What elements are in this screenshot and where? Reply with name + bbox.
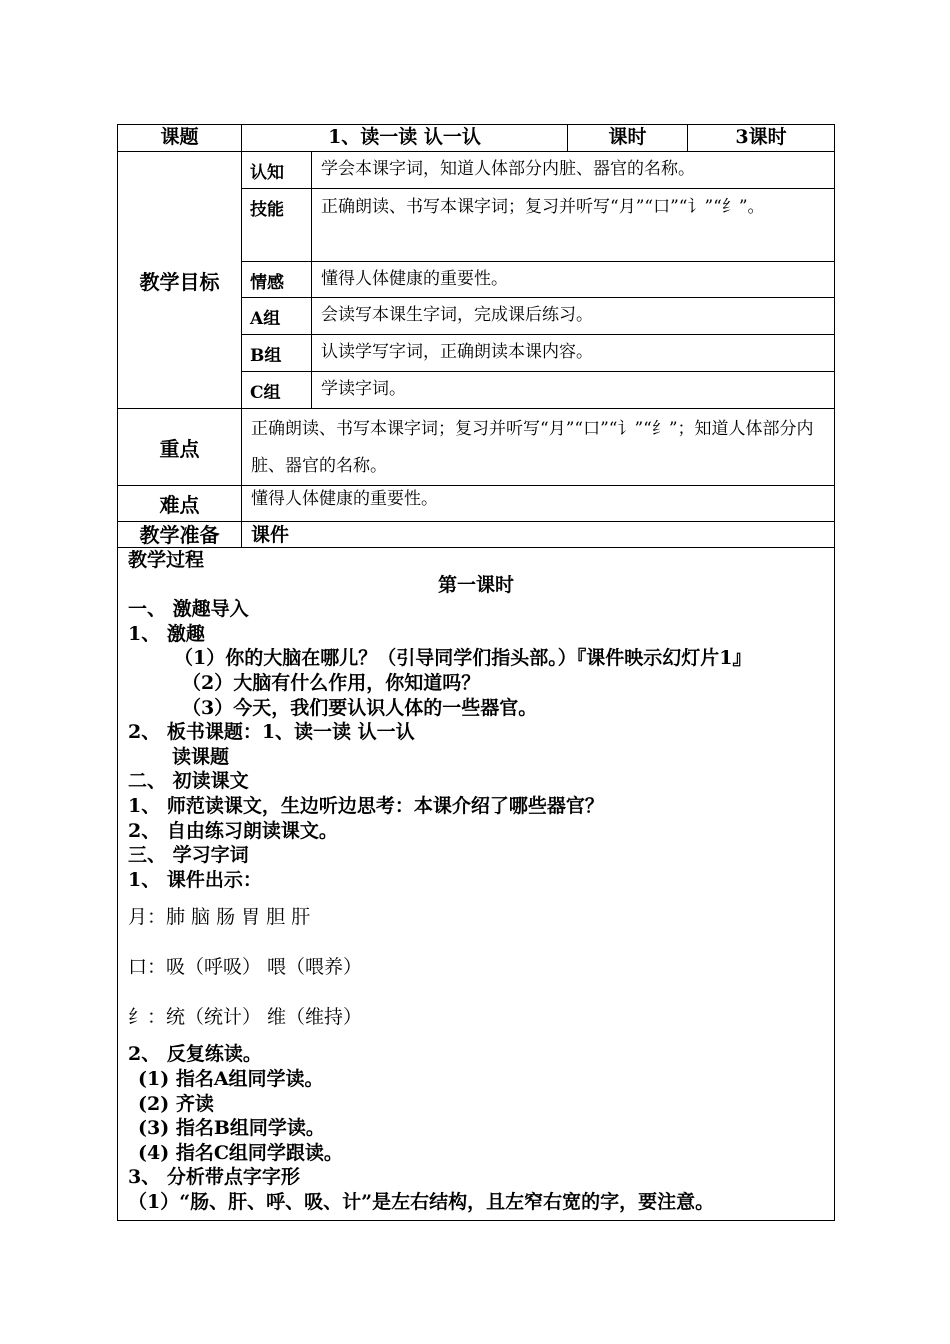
- process-line: 2、 板书课题：1、读一读 认一认: [128, 721, 415, 744]
- difficulty-label: 难点: [118, 486, 242, 522]
- hours-label: 课时: [568, 125, 688, 152]
- word-items: 肺 脑 肠 胃 胆 肝: [166, 906, 311, 929]
- process-line: 一、 激趣导入: [128, 598, 249, 621]
- word-items: 统（统计） 维（维持）: [166, 1006, 363, 1029]
- process-line: 2、 反复练读。: [128, 1043, 262, 1066]
- process-line: （3）今天，我们要认识人体的一些器官。: [182, 696, 538, 719]
- lesson-plan: [117, 124, 834, 1221]
- topic-title: 1、读一读 认一认: [242, 125, 568, 152]
- goal-text: 会读写本课生字词，完成课后练习。: [312, 298, 835, 335]
- goal-key: 认知: [242, 152, 312, 189]
- word-radical: 纟：: [128, 1006, 167, 1029]
- process-row: [118, 548, 835, 1221]
- lesson-plan-table: [117, 124, 835, 1221]
- difficulty-row: [118, 486, 835, 522]
- process-line: (2) 齐读: [138, 1092, 214, 1115]
- prep-text: 课件: [242, 522, 835, 548]
- process-line: 1、 课件出示：: [128, 868, 262, 891]
- process-cell: [118, 548, 835, 1221]
- goal-key: C组: [242, 372, 312, 409]
- goal-key: 技能: [242, 189, 312, 262]
- process-line: 三、 学习字词: [128, 844, 249, 867]
- goal-key: 情感: [242, 262, 312, 298]
- process-line: 3、 分析带点字字形: [128, 1166, 300, 1189]
- header-row: [118, 125, 835, 152]
- process-line: （1）“肠、肝、呼、吸、计”是左右结构，且左窄右宽的字，要注意。: [128, 1190, 715, 1213]
- goal-text: 学读字词。: [312, 372, 835, 409]
- goals-label: 教学目标: [118, 152, 242, 409]
- process-line: 二、 初读课文: [128, 770, 249, 793]
- process-line: (1) 指名A组同学读。: [138, 1067, 324, 1090]
- process-line: （2）大脑有什么作用，你知道吗？: [182, 671, 481, 694]
- goal-key: A组: [242, 298, 312, 335]
- lesson-heading: 第一课时: [437, 573, 514, 596]
- key-row: [118, 409, 835, 486]
- prep-row: [118, 522, 835, 548]
- word-items: 吸（呼吸） 喂（喂养）: [166, 956, 363, 979]
- goal-text: 正确朗读、书写本课字词；复习并听写“月”“口”“讠”“纟”。: [312, 189, 835, 262]
- topic-label: 课题: [118, 125, 242, 152]
- goal-text: 懂得人体健康的重要性。: [312, 262, 835, 298]
- process-line: 2、 自由练习朗读课文。: [128, 819, 338, 842]
- process-line: (3) 指名B组同学读。: [138, 1117, 325, 1140]
- goal-key: B组: [242, 335, 312, 372]
- key-label: 重点: [118, 409, 242, 486]
- process-line: （1）你的大脑在哪儿？（引导同学们指头部。）『课件映示幻灯片1』: [174, 647, 752, 670]
- goal-text: 认读学写字词，正确朗读本课内容。: [312, 335, 835, 372]
- word-line: [128, 892, 824, 942]
- process-line: (4) 指名C组同学跟读。: [138, 1141, 343, 1164]
- word-line: [128, 942, 824, 992]
- difficulty-text: 懂得人体健康的重要性。: [242, 486, 835, 522]
- process-line: 1、 师范读课文，生边听边思考：本课介绍了哪些器官？: [128, 794, 604, 817]
- prep-label: 教学准备: [118, 522, 242, 548]
- hours-value: 3课时: [688, 125, 835, 152]
- process-line: 读课题: [172, 745, 230, 768]
- word-radical: 口：: [128, 956, 167, 979]
- goal-row: [118, 152, 835, 189]
- process-line: 1、 激趣: [128, 622, 205, 645]
- process-title: 教学过程: [128, 549, 205, 571]
- goal-text: 学会本课字词，知道人体部分内脏、器官的名称。: [312, 152, 835, 189]
- key-text: 正确朗读、书写本课字词；复习并听写“月”“口”“讠”“纟”；知道人体部分内脏、器官的名称。: [242, 409, 835, 486]
- word-radical: 月：: [128, 906, 167, 929]
- word-line: [128, 992, 824, 1042]
